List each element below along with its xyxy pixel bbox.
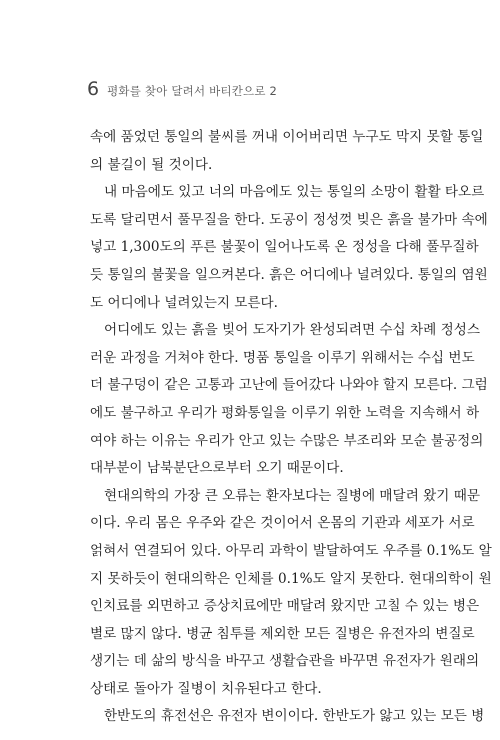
text-line: 별로 많지 않다. 병균 침투를 제외한 모든 질병은 유전자의 변질로	[90, 625, 475, 642]
body-text	[90, 124, 492, 731]
text-line: 어디에도 있는 흙을 빚어 도자기가 완성되려면 수십 차례 정성스	[104, 322, 480, 339]
text-line: 생기는 데 삶의 방식을 바꾸고 생활습관을 바꾸면 유전자가 원래의	[90, 653, 480, 670]
text-line: 도록 달리면서 풀무질을 한다. 도공이 정성껏 빚은 흙을 불가마 속에	[90, 211, 488, 228]
text-line: 러운 과정을 거쳐야 한다. 명품 통일을 이루기 위해서는 수십 번도	[90, 349, 475, 366]
page-header	[87, 78, 277, 100]
text-line: 대부분이 남북분단으로부터 오기 때문이다.	[90, 460, 344, 477]
text-line: 지 못하듯이 현대의학은 인체를 0.1%도 알지 못한다. 현대의학이 원	[90, 570, 492, 587]
text-line: 여야 하는 이유는 우리가 안고 있는 수많은 부조리와 모순 불공정의	[90, 432, 484, 449]
text-line: 넣고 1,300도의 푸른 불꽃이 일어나도록 온 정성을 다해 풀무질하	[90, 239, 479, 256]
text-line: 이다. 우리 몸은 우주와 같은 것이어서 온몸의 기관과 세포가 서로	[90, 515, 475, 532]
text-line: 더 불구덩이 같은 고통과 고난에 들어갔다 나와야 할지 모른다. 그럼	[90, 377, 488, 394]
text-line: 인치료를 외면하고 증상치료에만 매달려 왔지만 고칠 수 있는 병은	[90, 598, 480, 615]
text-line: 듯 통일의 불꽃을 일으켜본다. 흙은 어디에나 널려있다. 통일의 염원	[90, 266, 488, 283]
text-line: 얽혀서 연결되어 있다. 아무리 과학이 발달하여도 우주를 0.1%도 알	[90, 542, 492, 559]
text-line: 속에 품었던 통일의 불씨를 꺼내 이어버리면 누구도 막지 못할 통일	[90, 129, 484, 145]
page-number: 6	[87, 78, 100, 100]
text-line: 내 마음에도 있고 너의 마음에도 있는 통일의 소망이 활활 타오르	[104, 184, 485, 201]
text-line: 도 어디에나 널려있는지 모른다.	[90, 294, 278, 311]
text-line: 의 불길이 될 것이다.	[90, 156, 213, 173]
text-line: 한반도의 휴전선은 유전자 변이이다. 한반도가 앓고 있는 모든 병	[104, 708, 485, 725]
text-line: 에도 불구하고 우리가 평화통일을 이루기 위한 노력을 지속해서 하	[90, 404, 480, 421]
running-title: 평화를 찾아 달려서 바티칸으로 2	[107, 84, 278, 98]
text-line: 현대의학의 가장 큰 오류는 환자보다는 질병에 매달려 왔기 때문	[104, 487, 480, 504]
text-line: 상태로 돌아가 질병이 치유된다고 한다.	[90, 680, 322, 697]
